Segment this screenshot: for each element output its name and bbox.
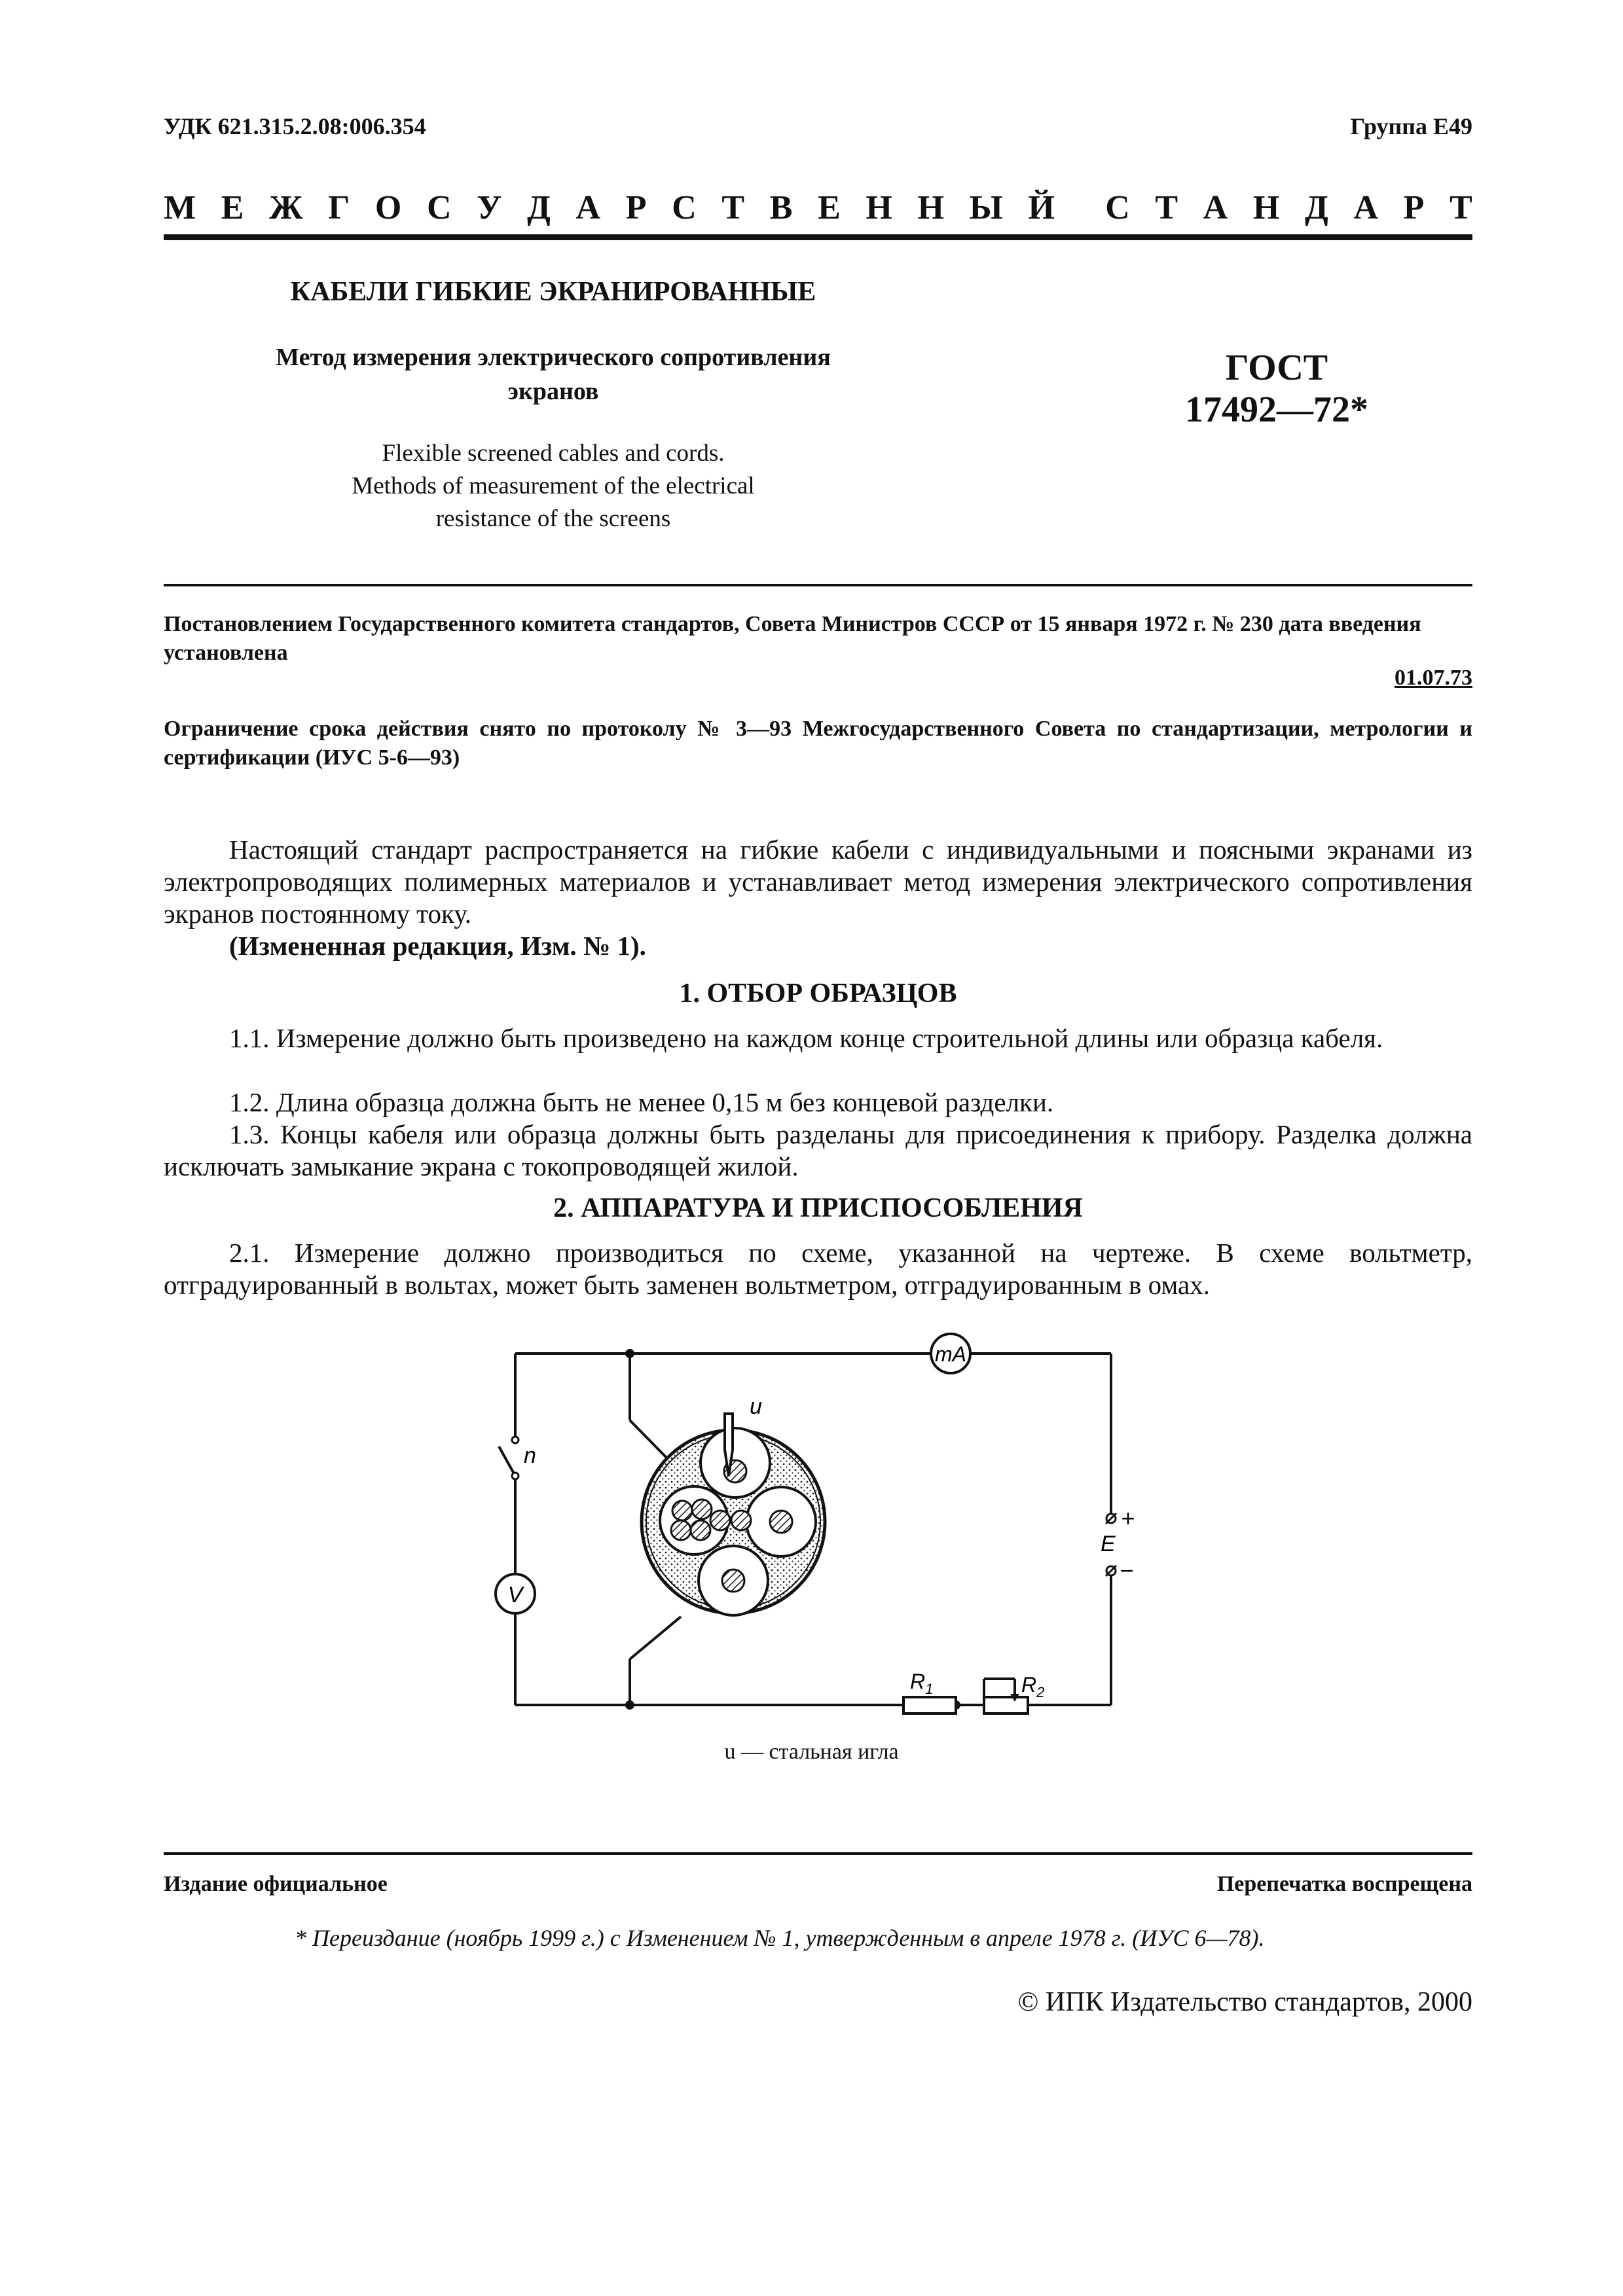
document-title: КАБЕЛИ ГИБКИЕ ЭКРАНИРОВАННЫЕ xyxy=(290,277,816,307)
reissue-footnote: * Переиздание (ноябрь 1999 г.) с Изменением № 1, утвержденным в апреле 1978 г. (ИУС 6—78). xyxy=(295,1925,1265,1951)
group-code: Группа Е49 xyxy=(1350,113,1472,139)
udk-code: УДК 621.315.2.08:006.354 xyxy=(164,113,426,139)
banner-letter: Р xyxy=(625,189,647,226)
measurement-circuit-diagram xyxy=(458,1316,1146,1734)
banner-letter: Е xyxy=(221,189,244,226)
clause-2-1: 2.1. Измерение должно производиться по схеме, указанной на чертеже. В схеме вольтметр, отградуированный в вольтах, может быть заменен вольтметром, отградуированным в омах. xyxy=(164,1238,1472,1300)
banner-letter: А xyxy=(1203,189,1228,226)
resistor-r1 xyxy=(903,1697,956,1713)
banner-letter: А xyxy=(575,189,601,226)
switch-contact xyxy=(512,1437,519,1443)
minus-label: − xyxy=(1120,1557,1134,1584)
banner-letter: О xyxy=(374,189,402,226)
banner-letter: Д xyxy=(1305,189,1328,226)
subtitle-line: Метод измерения электрического сопротивления xyxy=(276,344,831,371)
intro-amendment: (Измененная редакция, Изм. № 1). xyxy=(229,931,646,961)
milliammeter-label: mA xyxy=(935,1342,966,1366)
validity-limit-text: Ограничение срока действия снято по протоколу № 3—93 Межгосударственного Совета по стандартизации, метрологии и сертификации (ИУС 5-6—93) xyxy=(164,717,1472,770)
banner-letter: М xyxy=(164,189,196,226)
banner-letter: Н xyxy=(1252,189,1280,226)
clause-1-1: 1.1. Измерение должно быть произведено на каждом конце строительной длины или образца кабеля. xyxy=(229,1023,1383,1053)
banner-letter: Й xyxy=(1028,189,1055,226)
voltmeter-label: V xyxy=(507,1583,523,1607)
clause-1-3: 1.3. Концы кабеля или образца должны быть разделаны для присоединения к прибору. Разделка должна исключать замыкание экрана с токопроводящей жилой. xyxy=(164,1119,1472,1181)
banner-letter: Н xyxy=(866,189,892,226)
introduction-date: 01.07.73 xyxy=(1395,666,1472,690)
banner-letter: Т xyxy=(1155,189,1178,226)
gost-number xyxy=(1113,347,1440,431)
needle-label: u xyxy=(750,1394,762,1419)
banner-letter: Ы xyxy=(969,189,1003,226)
rheostat-r2 xyxy=(984,1697,1028,1713)
r2-label xyxy=(1021,1673,1044,1700)
banner-letter: Т xyxy=(721,189,745,226)
copyright: © ИПК Издательство стандартов, 2000 xyxy=(1017,1987,1472,2017)
banner-rule xyxy=(164,234,1472,240)
banner-letter: Ж xyxy=(269,189,303,226)
decree-text: Постановлением Государственного комитета стандартов, Совета Министров СССР от 15 января 1972 г. № 230 дата введения установлена xyxy=(164,612,1421,665)
gost-label: ГОСТ xyxy=(1225,348,1328,388)
banner-letter: У xyxy=(477,189,502,226)
banner-letter: Н xyxy=(917,189,944,226)
r2-subscript: 2 xyxy=(1036,1684,1045,1700)
gost-code: 17492—72* xyxy=(1185,389,1368,430)
banner-letter: Т xyxy=(1450,189,1472,226)
switch-label: n xyxy=(524,1443,536,1468)
section-1-heading: 1. ОТБОР ОБРАЗЦОВ xyxy=(679,978,957,1009)
r2-letter: R xyxy=(1021,1673,1037,1696)
switch-contact xyxy=(512,1473,519,1479)
banner-letter: А xyxy=(1353,189,1378,226)
junction-dot xyxy=(625,1700,634,1710)
banner-letter: Е xyxy=(818,189,841,226)
banner-letter: Г xyxy=(328,189,350,226)
r1-subscript: 1 xyxy=(925,1681,934,1697)
r1-letter: R xyxy=(910,1670,926,1693)
cable-lead xyxy=(630,1617,681,1659)
r1-label xyxy=(910,1670,933,1697)
banner-letter: С xyxy=(427,189,452,226)
official-edition: Издание официальное xyxy=(164,1872,388,1896)
banner-letter: Д xyxy=(527,189,551,226)
switch-blade xyxy=(499,1446,515,1476)
intro-paragraph: Настоящий стандарт распространяется на гибкие кабели с индивидуальными и поясными экранами из электропроводящих полимерных материалов и устанавливает метод измерения электрического сопротивления экранов постоянному току. xyxy=(164,834,1472,929)
junction-dot xyxy=(625,1349,634,1358)
banner-letter: Р xyxy=(1403,189,1425,226)
english-title xyxy=(164,437,943,535)
figure-caption: u — стальная игла xyxy=(724,1740,899,1764)
english-title-line: Flexible screened cables and cords. xyxy=(382,440,725,467)
banner-letter: В xyxy=(769,189,793,226)
banner-letter: С xyxy=(672,189,697,226)
subtitle-line: экранов xyxy=(507,378,599,405)
plus-label: + xyxy=(1121,1505,1135,1532)
footer-rule xyxy=(164,1852,1472,1855)
title-rule xyxy=(164,584,1472,586)
banner-letter: С xyxy=(1105,189,1130,226)
cable-cross-section xyxy=(642,1428,825,1615)
interstate-standard-banner xyxy=(164,188,1472,227)
source-label: E xyxy=(1101,1532,1116,1556)
english-title-line: resistance of the screens xyxy=(435,505,671,532)
english-title-line: Methods of measurement of the electrical xyxy=(352,473,755,499)
section-2-heading: 2. АППАРАТУРА И ПРИСПОСОБЛЕНИЯ xyxy=(553,1193,1083,1223)
document-subtitle xyxy=(164,340,943,408)
reprint-prohibited: Перепечатка воспрещена xyxy=(1216,1872,1472,1896)
clause-1-2: 1.2. Длина образца должна быть не менее 0,15 м без концевой разделки. xyxy=(229,1087,1054,1117)
